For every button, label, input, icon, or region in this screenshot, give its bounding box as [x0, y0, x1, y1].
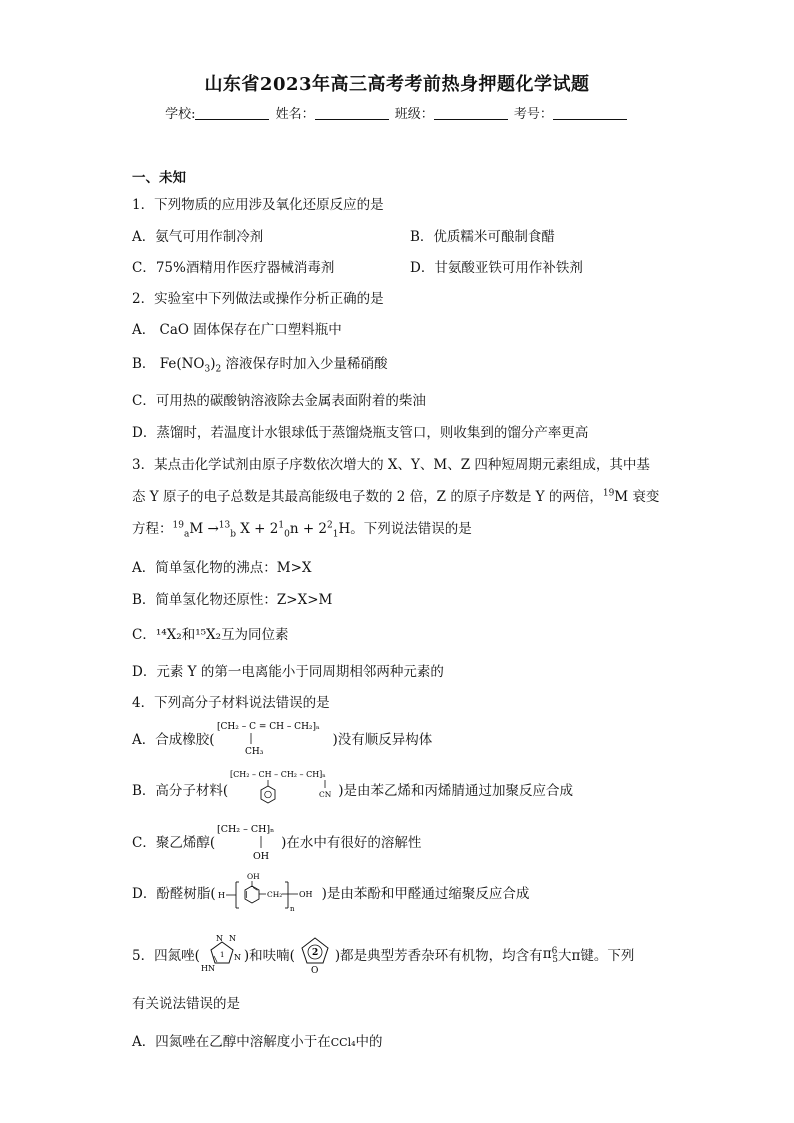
- polyvinyl-alcohol-structure: [215, 820, 281, 862]
- q4-stem: 4．下列高分子材料说法错误的是: [132, 695, 330, 711]
- svg-text:CN: CN: [319, 790, 332, 799]
- q2-option-a: A． CaO 固体保存在广口塑料瓶中: [132, 322, 342, 338]
- q3-option-d: D．元素 Y 的第一电离能小于同周期相邻两种元素的: [132, 664, 444, 680]
- svg-text:OH: OH: [298, 890, 313, 899]
- class-label: 班级：: [394, 107, 434, 122]
- exam-number-blank[interactable]: [553, 107, 627, 120]
- q2-stem: 2．实验室中下列做法或操作分析正确的是: [132, 291, 384, 307]
- q5-stem-line2: 有关说法错误的是: [132, 996, 240, 1012]
- synthetic-rubber-structure: [215, 718, 333, 758]
- q3-option-c: C．¹⁴X₂和¹⁵X₂互为同位素: [132, 627, 289, 643]
- q3-option-b: B．简单氢化物还原性：Z>X>M: [132, 592, 333, 608]
- q1-option-c: C．75%酒精用作医疗器械消毒剂: [132, 260, 335, 276]
- svg-text:CH₂: CH₂: [266, 890, 282, 899]
- svg-text:N: N: [233, 953, 241, 962]
- exam-title: 山东省2023年高三高考考前热身押题化学试题: [204, 74, 590, 95]
- san-copolymer-structure: [228, 768, 338, 810]
- class-blank[interactable]: [434, 107, 508, 120]
- q2-option-d: D．蒸馏时，若温度计水银球低于蒸馏烧瓶支管口，则收集到的馏分产率更高: [132, 425, 589, 441]
- school-blank[interactable]: [195, 107, 269, 120]
- q4-option-a: A．合成橡胶( [CH₂ – C = CH – CH₂]ₙ CH₃ )没有顺反异构体: [132, 718, 432, 758]
- q3-option-a: A．简单氢化物的沸点：M>X: [132, 560, 312, 576]
- svg-text:HN: HN: [200, 964, 215, 973]
- svg-text:2: 2: [311, 948, 319, 958]
- tetrazole-structure: [200, 932, 244, 976]
- q3-stem-line2: 态 Y 原子的电子总数是其最高能级电子数的 2 倍，Z 的原子序数是 Y 的两倍，$^{19}$M 衰变: [132, 488, 660, 505]
- school-label: 学校:: [165, 107, 196, 122]
- q1-stem: 1．下列物质的应用涉及氧化还原反应的是: [132, 197, 384, 213]
- q3-decay-equation: 方程：$^{19}_a$M →$^{13}_b$ $X + 2^1_0n + 2^2_1H$。下列说法错误的是: [132, 520, 472, 540]
- q1-option-d: D．甘氨酸亚铁可用作补铁剂: [410, 260, 583, 276]
- exam-number-label: 考号：: [513, 107, 553, 122]
- section-heading: 一、未知: [132, 170, 186, 186]
- q2-option-c: C．可用热的碳酸钠溶液除去金属表面附着的柴油: [132, 393, 426, 409]
- svg-text:H: H: [217, 891, 225, 900]
- q5-option-a: A．四氮唑在乙醇中溶解度小于在CCl₄中的: [132, 1034, 383, 1050]
- svg-text:CH₃: CH₃: [244, 747, 263, 757]
- svg-text:[CH₂ – CH]ₙ: [CH₂ – CH]ₙ: [217, 824, 275, 835]
- q4-option-c: C．聚乙烯醇( [CH₂ – CH]ₙ OH )在水中有很好的溶解性: [132, 820, 421, 862]
- furan-structure: [295, 932, 335, 976]
- q4-option-d: D．酚醛树脂( H OH CH₂ n OH )是由苯酚和甲醛通过缩聚反应合成: [132, 872, 530, 912]
- q2-option-b: B． $Fe(NO_3)_2$ 溶液保存时加入少量稀硝酸: [132, 356, 388, 375]
- svg-text:O: O: [310, 966, 319, 976]
- svg-text:OH: OH: [253, 851, 270, 862]
- phenolic-resin-structure: [216, 872, 322, 912]
- q4-option-b: B．高分子材料( [CH₂ – CH – CH₂ – CH]ₙ CN )是由苯乙烯和丙烯腈通过加聚反应合成: [132, 768, 573, 810]
- student-info-line: [0, 103, 794, 122]
- svg-text:N: N: [215, 934, 223, 943]
- q5-stem-line1: 5．四氮唑( N N N HN 1 )和呋喃( 2 O )都是典型芳香杂环有机物，均含有$\pi^6_5$大π键。下列: [132, 934, 635, 976]
- svg-text:N: N: [228, 934, 236, 943]
- svg-text:1: 1: [219, 951, 225, 959]
- q1-option-a: A．氨气可用作制冷剂: [132, 229, 264, 245]
- svg-text:[CH₂ – C = CH – CH₂]ₙ: [CH₂ – C = CH – CH₂]ₙ: [216, 722, 320, 732]
- svg-text:OH: OH: [246, 872, 260, 881]
- name-label: 姓名：: [275, 107, 315, 122]
- svg-text:[CH₂ – CH – CH₂ – CH]ₙ: [CH₂ – CH – CH₂ – CH]ₙ: [230, 770, 326, 779]
- name-blank[interactable]: [315, 107, 389, 120]
- svg-text:n: n: [289, 905, 295, 912]
- q1-option-b: B．优质糯米可酿制食醋: [410, 229, 555, 245]
- q3-stem-line1: 3．某点击化学试剂由原子序数依次增大的 X、Y、M、Z 四种短周期元素组成，其中基: [132, 457, 650, 473]
